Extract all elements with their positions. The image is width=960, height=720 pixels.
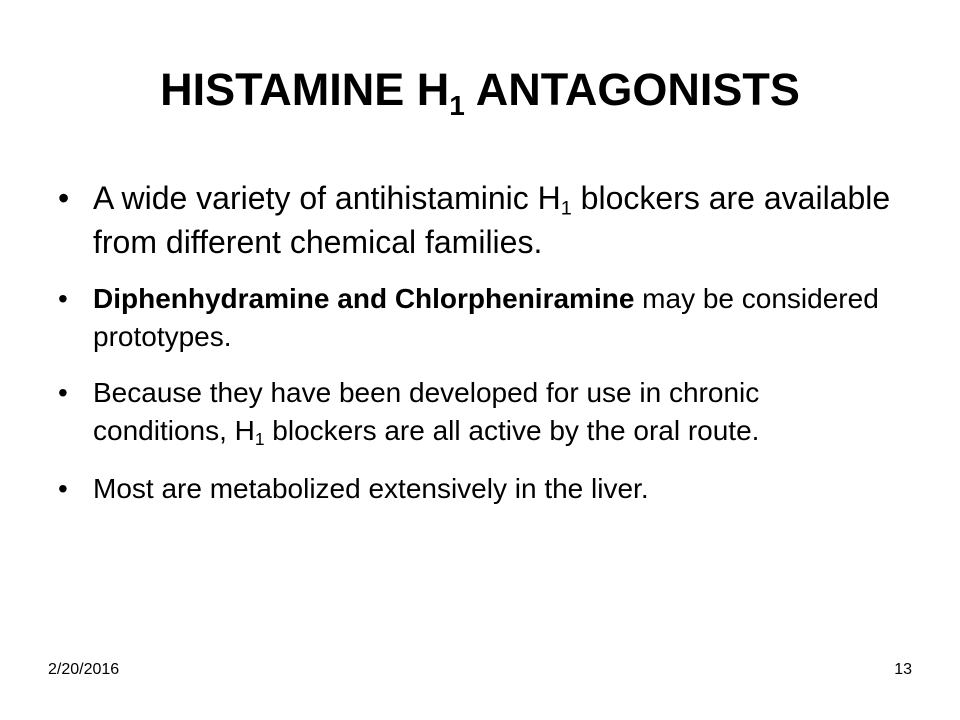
- bullet-bold-text: Diphenhydramine and Chlorpheniramine: [93, 283, 635, 314]
- title-text-suffix: ANTAGONISTS: [464, 64, 800, 115]
- bullet-text-continued: blockers are all active by the oral route.: [264, 415, 760, 446]
- bullet-marker: •: [58, 283, 68, 314]
- subscript-text: 1: [560, 197, 572, 220]
- subscript-text: 1: [254, 428, 265, 449]
- bullet-text-continued: blockers are available from different chemical families.: [93, 180, 891, 260]
- title-subscript: 1: [449, 90, 465, 121]
- bullet-marker: •: [58, 473, 68, 504]
- slide-title: [0, 60, 960, 120]
- bullet-item: [58, 374, 898, 450]
- title-text: HISTAMINE H: [160, 64, 450, 115]
- bullet-marker: •: [58, 377, 68, 408]
- bullet-text: Because they have been developed for use in chronic conditions, H: [93, 377, 760, 446]
- bullet-item: [58, 176, 898, 264]
- bullet-item: [58, 280, 898, 356]
- bullet-list: [58, 176, 898, 508]
- bullet-text: may be considered prototypes.: [93, 283, 879, 352]
- footer-date: 2/20/2016: [48, 661, 120, 678]
- bullet-item: [58, 470, 898, 508]
- bullet-text: A wide variety of antihistaminic H: [93, 180, 561, 216]
- page-number: 13: [894, 661, 912, 678]
- bullet-marker: •: [58, 180, 70, 216]
- bullet-text: Most are metabolized extensively in the liver.: [93, 473, 649, 504]
